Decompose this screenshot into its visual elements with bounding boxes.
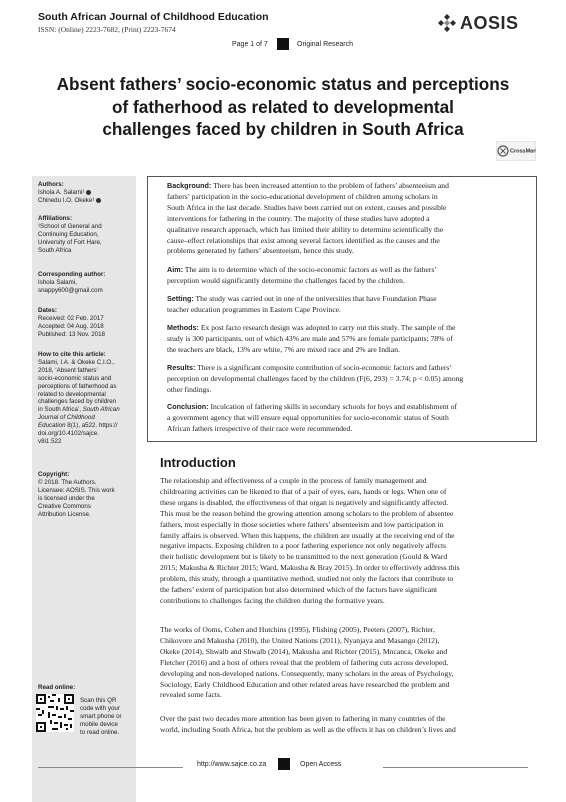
conclusion-label: Conclusion: [167,402,209,411]
corresponding-email[interactable]: snappy600@gmail.com [38,286,103,294]
sidebar-dates [38,307,134,339]
body-line: Okeke (2014), Shwalb and Shwalb (2014), Makusha and Richter (2015), Mncanca, Okeke and [160,646,448,656]
abstract-line: cause–effect relationships that exist among several factors identified as the causes and the [167,235,440,245]
cite-line: challenges faced by children [38,398,117,406]
body-line: problem, this study, through a quantitative method, studied not only the factors that contribute to [160,574,454,584]
section-heading-introduction: Introduction [160,455,236,470]
cite-journal: Journal of Childhood [38,414,95,422]
crossmark-label: CrossMark [510,148,536,155]
dates-heading: Dates: [38,307,57,314]
body-line: negative impacts. Exposing children to a poor fathering experience not only negatively affects [160,541,447,551]
intro-paragraph-2 [160,625,526,701]
cite-volume: 8(1), a522. https:// [67,422,118,430]
title-line: of fatherhood as related to developmental [112,96,454,117]
setting-label: Setting: [167,294,194,303]
orcid-icon[interactable] [96,198,101,203]
body-line: world, including South Africa, but the problem as well as the effects it has on children’s lives and [160,724,456,734]
abstract-line: perception would significantly determine the challenges faced by the children. [167,275,405,285]
sidebar-affiliations [38,215,134,255]
body-line: revealed some facts. [160,690,222,700]
affiliation-line: South Africa [38,246,72,254]
read-online-line: mobile device [80,720,118,728]
article-type: Original Research [297,41,354,48]
abstract-line: Ex post facto research design was adopted to carry out this study. The sample of the [200,323,456,332]
abstract-methods [167,323,519,356]
copyright-line: Attribution License. [38,510,91,518]
cite-line: socio-economic status and [38,374,112,382]
read-online-line: smart phone or [80,712,122,720]
body-line: their holistic development but is likely to be transmitted to the next generation (Gould & Ward [160,552,448,562]
issn-line: ISSN: (Online) 2223-7682, (Print) 2223-7674 [38,25,176,34]
abstract-line: interventions for fathering in the country. The majority of these studies have adopted a [167,213,430,223]
intro-paragraph-3 [160,714,526,736]
abstract-line: There is a significant composite contribution of socio-economic factors and fathers’ [197,363,452,372]
aosis-logo[interactable] [438,13,538,35]
copyright-line: is licensed under the [38,494,95,502]
abstract-line: There has been increased attention to the problem of fathers’ absenteeism and [213,181,449,190]
cite-heading: How to cite this article: [38,351,106,358]
body-line: contributions to challenges facing the children during the formative years. [160,595,385,605]
body-line: 2015; Makusha & Richter 2015; Ward, Makusha & Bray 2015). In order to effectively address this [160,563,460,573]
aim-label: Aim: [167,265,183,274]
cite-line: 2018, ‘Absent fathers’ [38,366,98,374]
affiliation-line: Continuing Education, [38,230,99,238]
page-number: Page 1 of 7 [232,41,268,48]
abstract-conclusion [167,402,519,435]
cite-doi-link[interactable]: v8i1.522 [38,437,62,445]
abstract-setting [167,294,519,316]
copyright-line: Licensee: AOSIS. This work [38,486,115,494]
abstract-line: other findings. [167,384,212,394]
results-label: Results: [167,363,196,372]
body-line: fathers, most especially in those societies where fathers’ absenteeism and low participation in [160,519,444,529]
sidebar-copyright [38,471,134,518]
aosis-logo-icon [438,14,456,32]
body-line: the fathers’ extent of participation but also determined which of the factors have significant [160,585,438,595]
abstract-line: fathers’ participation in the socio-educational development of children among scholars in [167,191,438,201]
affiliations-heading: Affiliations: [38,215,73,222]
body-line: The works of Ooms, Cohen and Hutchins (1995), Flishing (2005), Peeters (2007), Richter, [160,625,435,634]
read-online-text [80,697,134,737]
title-line: Absent fathers’ socio-economic status and perceptions [56,74,510,94]
intro-paragraph-1 [160,476,526,607]
cite-line: perceptions of fatherhood as [38,382,117,390]
sidebar-authors [38,181,134,205]
read-online-heading-wrap [38,684,134,692]
abstract-line: a government agency that will ensure equal opportunities for socio-economic status of South [167,412,449,422]
copyright-heading: Copyright: [38,471,70,478]
abstract-line: the teachers are black, 13% are white, 7% are mixed race and 2% are Indian. [167,344,400,354]
abstract-line: perception on developmental challenges faced by the children (F(6, 293) = 3.74; p < 0.05) among [167,373,464,383]
sidebar-citation [38,351,134,446]
body-line: Fletcher (2016) and a host of others reveal that the problem of fathering cuts across developed, [160,657,449,667]
body-line: childrearing activities can be likened to that of a pair of eyes, ears, hands or legs. When one of [160,486,447,496]
abstract-line: qualitative research approach, which has limited their ability to determine scientifically the [167,224,444,234]
author-name: Chinedu I.O. Okeke¹ [38,196,95,204]
background-label: Background: [167,181,212,190]
abstract-line: African fathers irrespective of their race were recommended. [167,423,353,433]
abstract-line: Inculcation of fathering skills in secondary schools for boys and establishment of [210,402,457,411]
date-published: Published: 13 Nov. 2018 [38,330,105,338]
footer-url-link[interactable]: http://www.sajce.co.za [197,761,267,768]
date-accepted: Accepted: 04 Aug. 2018 [38,322,104,330]
footer-rule-right [383,767,528,768]
qr-code[interactable] [36,694,74,732]
abstract-results [167,363,519,396]
body-line: these organs is disabled, the effectiveness of that organ is negatively and significantly affected. [160,497,449,507]
affiliation-line: ¹School of General and [38,222,102,230]
abstract-aim [167,265,519,287]
qr-code-icon [36,694,74,732]
body-line: Over the past two decades more attention has been given to fathering in many countries of the [160,714,446,723]
body-line: Sociology, Early Childhood Education and other related areas have researched the problem and [160,679,450,689]
abstract-line: problems generated by fathers’ absenteeism, hence this study. [167,246,354,256]
abstract-background [167,181,519,257]
body-line: The relationship and effectiveness of a couple in the process of family management and [160,476,427,485]
cite-journal: Education [38,422,66,430]
read-online-line: to read online. [80,728,120,736]
methods-label: Methods: [167,323,199,332]
abstract-line: South Africa in the last decade. Studies have been carried out on extent, causes and possible [167,202,447,212]
footer-open-access: Open Access [300,761,342,768]
read-online-heading: Read online: [38,684,76,691]
affiliation-line: University of Fort Hare, [38,238,102,246]
corresponding-heading: Corresponding author: [38,271,106,278]
date-received: Received: 02 Feb. 2017 [38,314,104,322]
header-divider-square [277,38,289,50]
orcid-icon[interactable] [86,190,91,195]
cite-line: in South Africa’, [38,406,81,414]
cite-doi-link[interactable]: doi.org/10.4102/sajce. [38,430,99,438]
abstract-line: The study was carried out in one of the universities that have Foundation Phase [195,294,437,303]
body-line: Chikovore and Makusha (2010), the United Nations (2011), Nyanjaya and Masango (2012), [160,635,440,645]
cite-line: Salami, I.A. & Okeke C.I.O., [38,358,115,366]
body-line: This must be the reason behind the growing attention among scholars to the problem of absentee [160,508,454,518]
aosis-logo-text: AOSIS [460,13,519,33]
corresponding-name: Ishola Salami, [38,278,77,286]
abstract-line: study is 300 participants, out of which 43% are male and 57% are female participants; 78% of [167,333,453,343]
title-line: challenges faced by children in South Africa [102,119,464,139]
sidebar-corresponding [38,271,134,295]
cite-journal: South African [82,406,120,414]
abstract-line: The aim is to determine which of the socio-economic factors as well as the fathers’ [184,265,437,274]
crossmark-icon [496,141,536,161]
footer-rule-left [38,767,183,768]
abstract-line: teacher education programmes in Eastern Cape Province. [167,304,341,314]
body-line: family affairs is observed. When this happens, the children are usually at the receiving end of the [160,530,455,540]
footer-divider-square [278,758,290,770]
crossmark-button[interactable] [496,141,536,161]
cite-line: related to developmental [38,390,106,398]
copyright-line: Creative Commons [38,502,91,510]
authors-heading: Authors: [38,181,64,188]
read-online-line: Scan this QR [80,697,117,704]
article-title [30,73,536,141]
read-online-line: code with your [80,704,120,712]
author-name: Ishola A. Salami¹ [38,188,85,196]
body-line: developing and non-developed nations. Consequently, many scholars in the areas of Psychology, [160,668,454,678]
journal-title: South African Journal of Childhood Education [38,11,269,23]
copyright-line: © 2018. The Authors. [38,478,97,486]
